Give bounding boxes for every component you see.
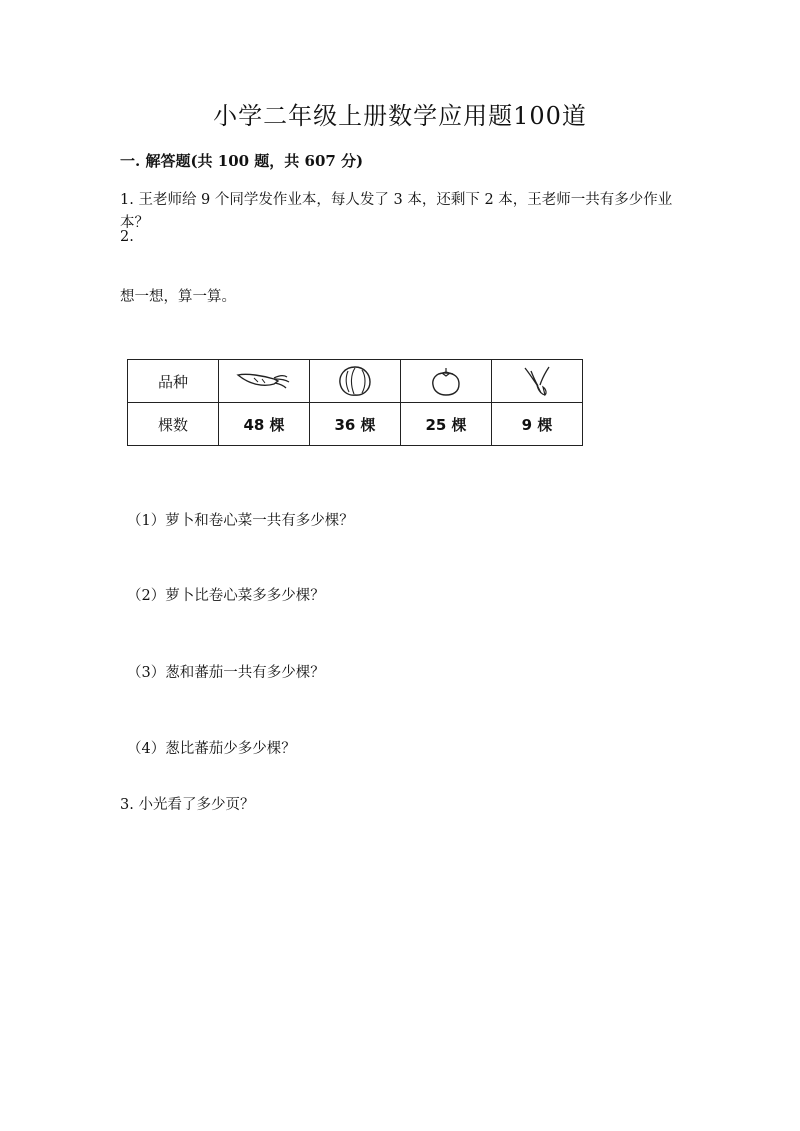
table-row <box>128 360 583 403</box>
vegetable-table <box>127 359 583 446</box>
count-carrot: 48 棵 <box>219 403 310 446</box>
scallion-icon <box>492 360 583 403</box>
sub-question-1: （1）萝卜和卷心菜一共有多少棵？ <box>127 513 354 529</box>
section-heading: 一. 解答题(共 100 题，共 607 分) <box>120 152 364 170</box>
question-1: 1. 王老师给 9 个同学发作业本，每人发了 3 本，还剩下 2 本，王老师一共有多少作业本？ <box>120 192 673 231</box>
question-2-number: 2. <box>120 229 134 245</box>
sub-question-3: （3）葱和蕃茄一共有多少棵？ <box>127 665 325 681</box>
tomato-icon <box>401 360 492 403</box>
sub-question-2: （2）萝卜比卷心菜多多少棵？ <box>127 588 325 604</box>
question-3: 3. 小光看了多少页？ <box>120 797 255 813</box>
count-cabbage: 36 棵 <box>310 403 401 446</box>
carrot-icon <box>219 360 310 403</box>
count-tomato: 25 棵 <box>401 403 492 446</box>
cabbage-icon <box>310 360 401 403</box>
row-label-count: 棵数 <box>128 403 219 446</box>
count-scallion: 9 棵 <box>492 403 583 446</box>
table-row <box>128 403 583 446</box>
row-label-variety: 品种 <box>128 360 219 403</box>
question-2-intro: 想一想，算一算。 <box>120 289 236 305</box>
sub-question-4: （4）葱比蕃茄少多少棵？ <box>127 741 296 757</box>
page-title: 小学二年级上册数学应用题100道 <box>213 102 587 130</box>
